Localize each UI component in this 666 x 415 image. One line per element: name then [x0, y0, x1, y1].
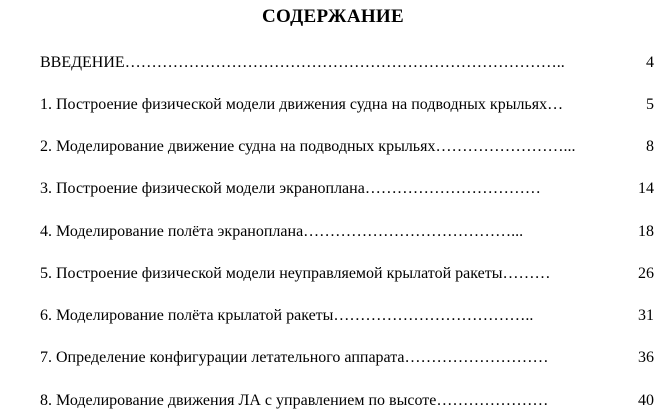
toc-entry-page: 8 — [646, 138, 654, 155]
toc-entry-page: 5 — [646, 96, 654, 113]
toc-entry-3 — [40, 178, 654, 200]
toc-entry-page: 4 — [646, 54, 654, 71]
toc-entry-text: 1. Построение физической модели движения судна на подводных крыльях… — [40, 96, 564, 113]
toc-entry-text: 2. Моделирование движение судна на подводных крыльях……………………... — [40, 138, 576, 155]
toc-entry-page: 40 — [638, 392, 654, 409]
toc-entry-text: 6. Моделирование полёта крылатой ракеты……………………………….. — [40, 307, 534, 324]
toc-entry-1 — [40, 94, 654, 116]
toc-entry-text: 8. Моделирование движения ЛА с управлением по высоте………………… — [40, 392, 549, 409]
toc-entry-text: 3. Построение физической модели экраноплана…………………………… — [40, 180, 541, 197]
toc-entry-page: 26 — [638, 265, 654, 282]
toc-entry-text: 7. Определение конфигурации летательного аппарата……………………… — [40, 349, 549, 366]
toc-entry-page: 18 — [638, 223, 654, 240]
toc-entry-text: 5. Построение физической модели неуправляемой крылатой ракеты……… — [40, 265, 551, 282]
page-title: СОДЕРЖАНИЕ — [262, 6, 404, 27]
toc-entry-page: 14 — [638, 180, 654, 197]
toc-entry-page: 31 — [638, 307, 654, 324]
toc-entry-2 — [40, 136, 654, 158]
toc-entry-4 — [40, 221, 654, 243]
toc-entry-6 — [40, 305, 654, 327]
toc-entry-text: 4. Моделирование полёта экраноплана…………………………………... — [40, 223, 524, 240]
toc-entry-5 — [40, 263, 654, 285]
toc-entry-8 — [40, 390, 654, 412]
toc-entry-intro — [40, 52, 654, 74]
toc-entry-page: 36 — [638, 349, 654, 366]
toc-entry-text: ВВЕДЕНИЕ……………………………………………………………………….. — [40, 54, 565, 71]
toc-entry-7 — [40, 347, 654, 369]
